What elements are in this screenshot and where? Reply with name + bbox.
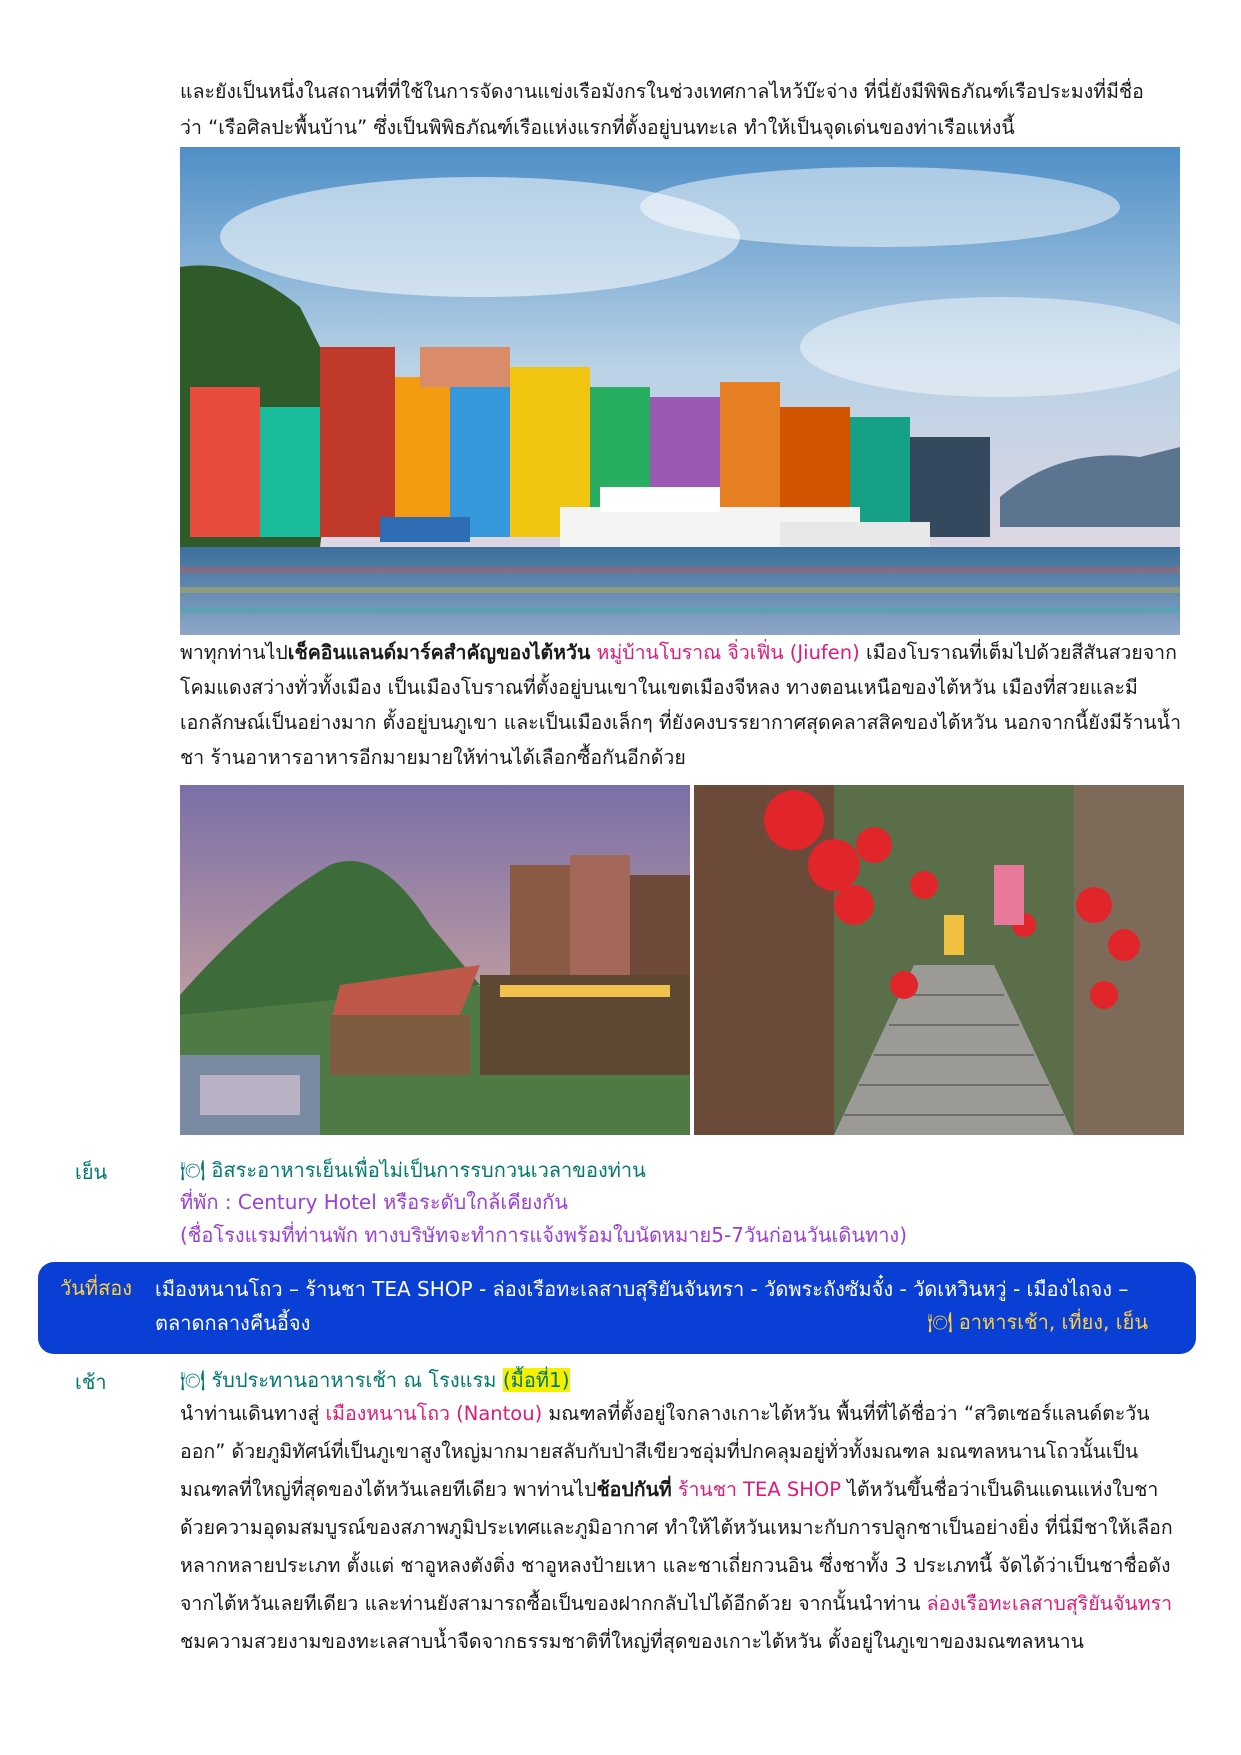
- jiufen-name: หมู่บ้านโบราณ จิ่วเฟิ่น (Jiufen): [590, 641, 860, 664]
- nantou-intro: นำท่านเดินทางสู่: [180, 1402, 326, 1425]
- intro-line-2: ว่า “เรือศิลปะพื้นบ้าน” ซึ่งเป็นพิพิธภัณฑ์เรือแห่งแรกที่ตั้งอยู่บนทะเล ทำให้เป็นจุดเด่นของท่าเรือแห่งนี้: [180, 116, 1015, 139]
- plate-cutlery-icon: 🍽: [180, 1158, 206, 1182]
- meal-number-badge: (มื้อที่1): [502, 1368, 570, 1392]
- lake-description: ชมความสวยงามของทะเลสาบน้ำจืดจากธรรมชาติที่ใหญ่ที่สุดของเกาะไต้หวัน ตั้งอยู่ในภูเขาของมณฑลหนาน: [180, 1630, 1084, 1653]
- morning-label: เช้า: [75, 1370, 107, 1394]
- plate-cutlery-icon: 🍽: [927, 1310, 953, 1334]
- tea-shop-name: ร้านชา TEA SHOP: [671, 1478, 842, 1501]
- jiufen-hillside-photo: [180, 785, 690, 1135]
- harbor-photo: [180, 147, 1180, 635]
- shopping-phrase: ช้อปกันที่: [596, 1478, 672, 1501]
- day-two-meals: [927, 1306, 1148, 1338]
- dinner-line: [180, 1154, 646, 1186]
- breakfast-text: รับประทานอาหารเช้า ณ โรงแรม: [211, 1368, 497, 1392]
- plate-cutlery-icon: 🍽: [180, 1368, 206, 1392]
- breakfast-line: [180, 1364, 570, 1396]
- route-line-2: ตลาดกลางคืนอี้จง: [155, 1311, 311, 1335]
- day-two-banner: [38, 1262, 1196, 1354]
- day-two-label: วันที่สอง: [60, 1276, 133, 1300]
- jiufen-lantern-alley-photo: [694, 785, 1184, 1135]
- intro-paragraph: [180, 74, 1190, 146]
- nantou-description: มณฑลที่ตั้งอยู่ใจกลางเกาะไต้หวัน พื้นที่ที่ได้ชื่อว่า “สวิตเซอร์แลนด์ตะวันออก” ด้วยภูมิทัศน์ที่เป็นภูเขาสูงใหญ่มากมายสลับกับป่าสีเขียวชอุ่มที่ปกคลุมอยู่ทั่วทั้งมณฑล มณฑลหนานโถวนั้นเป็นมณฑลที่ใหญ่ที่สุดของไต้หวันเลยทีเดียว พาท่านไป: [180, 1402, 1150, 1501]
- route-line-1: เมืองหนานโถว – ร้านชา TEA SHOP - ล่องเรือทะเลสาบสุริยันจันทรา - วัดพระถังซัมจั๋ง - วัดเหวินหวู่ - เมืองไถจง –: [155, 1277, 1129, 1301]
- nantou-paragraph: [180, 1395, 1190, 1661]
- nantou-name: เมืองหนานโถว (Nantou): [325, 1402, 543, 1425]
- jiufen-landmark: เช็คอินแลนด์มาร์คสำคัญของไต้หวัน: [287, 641, 591, 664]
- jiufen-intro: พาทุกท่านไป: [180, 641, 288, 664]
- jiufen-paragraph: [180, 635, 1190, 775]
- sun-moon-lake-cruise: ล่องเรือทะเลสาบสุริยันจันทรา: [926, 1592, 1173, 1615]
- jiufen-description: เมืองโบราณที่เต็มไปด้วยสีสันสวยจากโคมแดงสว่างทั่วทั้งเมือง เป็นเมืองโบราณที่ตั้งอยู่บนเขาในเขตเมืองจีหลง ทางตอนเหนือของไต้หวัน เมืองที่สวยและมีเอกลักษณ์เป็นอย่างมาก ตั้งอยู่บนภูเขา และเป็นเมืองเล็กๆ ที่ยังคงบรรยากาศสุดคลาสสิคของไต้หวัน นอกจากนี้ยังมีร้านน้ำชา ร้านอาหารอาหารอีกมายมายให้ท่านได้เลือกซื้อกันอีกด้วย: [180, 641, 1182, 769]
- hotel-note: (ชื่อโรงแรมที่ท่านพัก ทางบริษัทจะทำการแจ้งพร้อมใบนัดหมาย5-7วันก่อนวันเดินทาง): [180, 1223, 907, 1247]
- day-two-meals-text: อาหารเช้า, เที่ยง, เย็น: [958, 1310, 1148, 1334]
- hotel-line: ที่พัก : Century Hotel หรือระดับใกล้เคียงกัน: [180, 1190, 568, 1214]
- dinner-text: อิสระอาหารเย็นเพื่อไม่เป็นการรบกวนเวลาของท่าน: [211, 1158, 646, 1182]
- tea-description: ไต้หวันขึ้นชื่อว่าเป็นดินแดนแห่งใบชา ด้วยความอุดมสมบูรณ์ของสภาพภูมิประเทศและภูมิอากาศ ทำให้ไต้หวันเหมาะกับการปลูกชาเป็นอย่างยิ่ง ที่นี่มีชาให้เลือกหลากหลายประเภท ตั้งแต่ ชาอูหลงตังติ่ง ชาอูหลงป้ายเหา และชาเถี่ยกวนอิน ซึ่งชาทั้ง 3 ประเภทนี้ จัดได้ว่าเป็นชาชื่อดังจากไต้หวันเลยทีเดียว และท่านยังสามารถซื้อเป็นของฝากกลับไปได้อีกด้วย จากนั้นนำท่าน: [180, 1478, 1173, 1615]
- intro-line-1: และยังเป็นหนึ่งในสถานที่ที่ใช้ในการจัดงานแข่งเรือมังกรในช่วงเทศกาลไหว้บ๊ะจ่าง ที่นี่ยังมีพิพิธภัณฑ์เรือประมงที่มีชื่อ: [180, 80, 1144, 103]
- evening-label: เย็น: [75, 1160, 108, 1184]
